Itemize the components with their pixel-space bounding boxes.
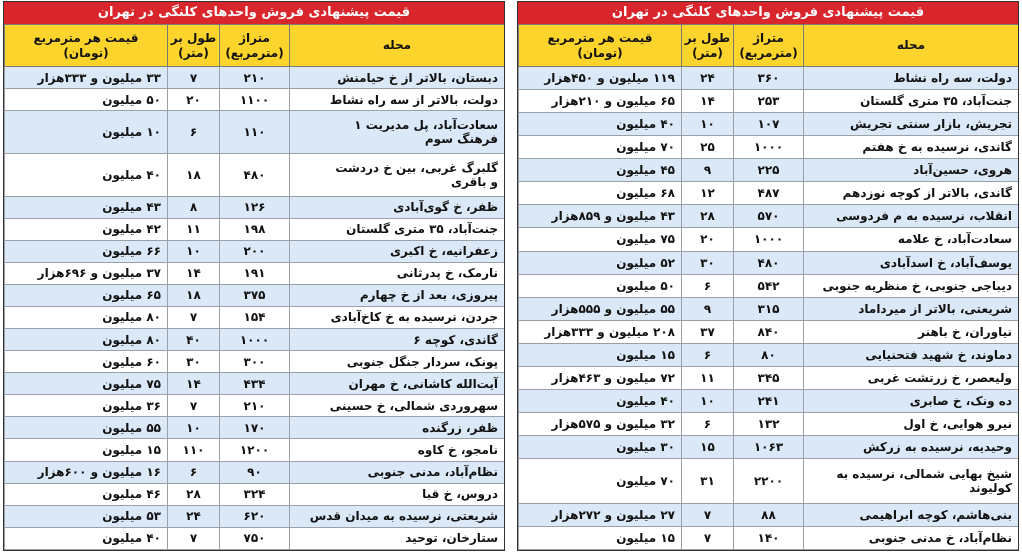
cell-size: ۱۷۰ — [220, 417, 290, 439]
cell-length: ۹ — [682, 159, 734, 182]
table-row — [5, 351, 505, 373]
cell-price: ۱۵ میلیون — [519, 343, 682, 366]
table-header-row — [519, 25, 1019, 67]
cell-price: ۵۰ میلیون — [519, 274, 682, 297]
cell-size: ۵۷۰ — [734, 205, 804, 228]
cell-area: دیباجی جنوبی، خ منظریه جنوبی — [804, 274, 1019, 297]
cell-size: ۱۱۰ — [220, 111, 290, 154]
table-row — [5, 89, 505, 111]
cell-price: ۸۰ میلیون — [5, 306, 168, 328]
cell-size: ۴۸۰ — [734, 251, 804, 274]
table-row — [519, 67, 1019, 90]
cell-area: پونک، سردار جنگل جنوبی — [290, 351, 505, 373]
cell-price: ۸۰ میلیون — [5, 329, 168, 351]
cell-price: ۳۳ میلیون و ۳۳۳هزار — [5, 67, 168, 89]
cell-length: ۲۸ — [682, 205, 734, 228]
cell-length: ۷ — [168, 306, 220, 328]
cell-length: ۷ — [168, 527, 220, 549]
cell-area: ستارخان، توحید — [290, 527, 505, 549]
cell-length: ۲۰ — [682, 228, 734, 251]
cell-length: ۳۰ — [168, 351, 220, 373]
cell-price: ۴۰ میلیون — [519, 113, 682, 136]
cell-size: ۳۰۰ — [220, 351, 290, 373]
cell-area: وحیدیه، نرسیده به زرکش — [804, 436, 1019, 459]
cell-size: ۱۵۴ — [220, 306, 290, 328]
header-price: قیمت هر مترمربع (تومان) — [5, 25, 168, 67]
table-row — [519, 366, 1019, 389]
cell-length: ۱۴ — [168, 373, 220, 395]
table-row — [519, 436, 1019, 459]
cell-price: ۱۶ میلیون و ۶۰۰هزار — [5, 461, 168, 483]
cell-length: ۱۸ — [168, 284, 220, 306]
cell-length: ۷ — [168, 67, 220, 89]
cell-size: ۱۰۰۰ — [734, 228, 804, 251]
cell-price: ۴۵ میلیون — [519, 159, 682, 182]
table-row — [5, 306, 505, 328]
cell-size: ۲۵۳ — [734, 90, 804, 113]
cell-length: ۳۱ — [682, 459, 734, 504]
table-row — [519, 459, 1019, 504]
table-row — [519, 503, 1019, 526]
cell-length: ۱۱۰ — [168, 439, 220, 461]
table-row — [5, 439, 505, 461]
cell-price: ۲۰۸ میلیون و ۳۳۳هزار — [519, 320, 682, 343]
cell-length: ۱۱ — [168, 218, 220, 240]
cell-area: انقلاب، نرسیده به م فردوسی — [804, 205, 1019, 228]
cell-size: ۸۸ — [734, 503, 804, 526]
cell-size: ۳۱۵ — [734, 297, 804, 320]
table-row — [519, 90, 1019, 113]
table-row — [5, 329, 505, 351]
cell-length: ۲۴ — [168, 505, 220, 527]
cell-area: ده ونک، خ صابری — [804, 389, 1019, 412]
table-row — [5, 505, 505, 527]
cell-size: ۱۳۲ — [734, 412, 804, 435]
cell-area: سهروردی شمالی، خ حسینی — [290, 395, 505, 417]
cell-length: ۲۵ — [682, 136, 734, 159]
cell-length: ۴۰ — [168, 329, 220, 351]
cell-size: ۲۴۱ — [734, 389, 804, 412]
cell-price: ۵۳ میلیون — [5, 505, 168, 527]
cell-length: ۲۴ — [682, 67, 734, 90]
cell-size: ۲۲۰۰ — [734, 459, 804, 504]
cell-length: ۱۰ — [682, 389, 734, 412]
cell-size: ۴۸۷ — [734, 182, 804, 205]
price-table — [518, 24, 1019, 550]
cell-size: ۲۱۰ — [220, 395, 290, 417]
cell-area: شیخ بهایی شمالی، نرسیده به کولیوند — [804, 459, 1019, 504]
table-row — [519, 526, 1019, 549]
cell-size: ۳۴۵ — [734, 366, 804, 389]
cell-price: ۵۵ میلیون و ۵۵۵هزار — [519, 297, 682, 320]
cell-price: ۴۲ میلیون — [5, 218, 168, 240]
cell-size: ۵۴۲ — [734, 274, 804, 297]
cell-area: بنی‌هاشم، کوچه ابراهیمی — [804, 503, 1019, 526]
table-row — [5, 373, 505, 395]
cell-price: ۱۰ میلیون — [5, 111, 168, 154]
cell-size: ۱۲۶ — [220, 196, 290, 218]
cell-area: دولت، بالاتر از سه راه نشاط — [290, 89, 505, 111]
cell-area: جنت‌آباد، ۳۵ متری گلستان — [290, 218, 505, 240]
header-size: متراژ (مترمربع) — [220, 25, 290, 67]
cell-length: ۱۵ — [682, 436, 734, 459]
table-row — [5, 417, 505, 439]
cell-size: ۷۵۰ — [220, 527, 290, 549]
cell-area: آیت‌الله کاشانی، خ مهران — [290, 373, 505, 395]
cell-price: ۷۵ میلیون — [519, 228, 682, 251]
cell-price: ۵۲ میلیون — [519, 251, 682, 274]
cell-area: ولیعصر، خ زرتشت غربی — [804, 366, 1019, 389]
table-row — [519, 228, 1019, 251]
cell-area: گاندی، بالاتر از کوچه نوزدهم — [804, 182, 1019, 205]
table-row — [519, 412, 1019, 435]
cell-length: ۱۴ — [168, 262, 220, 284]
cell-area: شریعتی، نرسیده به میدان قدس — [290, 505, 505, 527]
cell-size: ۱۰۰۰ — [220, 329, 290, 351]
cell-size: ۸۰ — [734, 343, 804, 366]
cell-price: ۶۵ میلیون — [5, 284, 168, 306]
cell-price: ۶۵ میلیون و ۲۱۰هزار — [519, 90, 682, 113]
table-row — [519, 320, 1019, 343]
cell-length: ۶ — [168, 461, 220, 483]
cell-size: ۱۹۸ — [220, 218, 290, 240]
cell-price: ۱۱۹ میلیون و ۴۵۰هزار — [519, 67, 682, 90]
cell-area: نظام‌آباد، خ مدنی جنوبی — [804, 526, 1019, 549]
cell-area: گاندی، نرسیده به خ هفتم — [804, 136, 1019, 159]
cell-size: ۱۰۶۳ — [734, 436, 804, 459]
cell-area: جنت‌آباد، ۳۵ متری گلستان — [804, 90, 1019, 113]
cell-price: ۳۰ میلیون — [519, 436, 682, 459]
cell-price: ۱۵ میلیون — [5, 439, 168, 461]
cell-size: ۲۱۰ — [220, 67, 290, 89]
cell-area: نظام‌آباد، مدنی جنوبی — [290, 461, 505, 483]
cell-area: تجریش، بازار سنتی تجریش — [804, 113, 1019, 136]
cell-area: یوسف‌آباد، خ اسدآبادی — [804, 251, 1019, 274]
cell-length: ۱۸ — [168, 153, 220, 196]
table-row — [5, 218, 505, 240]
cell-price: ۶۶ میلیون — [5, 240, 168, 262]
table-row — [5, 240, 505, 262]
cell-length: ۶ — [682, 412, 734, 435]
cell-size: ۳۲۴ — [220, 483, 290, 505]
cell-price: ۴۰ میلیون — [519, 389, 682, 412]
table-row — [5, 284, 505, 306]
cell-length: ۱۴ — [682, 90, 734, 113]
cell-area: نیاوران، خ باهنر — [804, 320, 1019, 343]
cell-price: ۷۵ میلیون — [5, 373, 168, 395]
cell-length: ۳۰ — [682, 251, 734, 274]
cell-length: ۱۰ — [682, 113, 734, 136]
cell-length: ۹ — [682, 297, 734, 320]
cell-area: دبستان، بالاتر از خ حیامنش — [290, 67, 505, 89]
cell-length: ۳۷ — [682, 320, 734, 343]
cell-size: ۴۳۴ — [220, 373, 290, 395]
header-length: طول بر (متر) — [168, 25, 220, 67]
cell-price: ۴۰ میلیون — [5, 153, 168, 196]
header-length: طول بر (متر) — [682, 25, 734, 67]
header-area: محله — [290, 25, 505, 67]
cell-length: ۸ — [168, 196, 220, 218]
cell-length: ۷ — [682, 526, 734, 549]
table-row — [5, 262, 505, 284]
cell-area: نارمک، خ پدرثانی — [290, 262, 505, 284]
cell-size: ۱۰۷ — [734, 113, 804, 136]
table-row — [519, 205, 1019, 228]
cell-price: ۷۲ میلیون و ۴۶۳هزار — [519, 366, 682, 389]
cell-size: ۱۱۰۰ — [220, 89, 290, 111]
table-row — [519, 274, 1019, 297]
cell-price: ۷۰ میلیون — [519, 459, 682, 504]
cell-area: دماوند، خ شهید فتحنیایی — [804, 343, 1019, 366]
price-table-panel-left — [3, 1, 505, 551]
cell-area: دولت، سه راه نشاط — [804, 67, 1019, 90]
cell-length: ۱۱ — [682, 366, 734, 389]
cell-size: ۱۴۰ — [734, 526, 804, 549]
cell-area: سعادت‌آباد، پل مدیریت ۱ فرهنگ سوم — [290, 111, 505, 154]
cell-size: ۱۲۰۰ — [220, 439, 290, 461]
table-row — [5, 527, 505, 549]
cell-size: ۶۲۰ — [220, 505, 290, 527]
cell-length: ۱۰ — [168, 417, 220, 439]
cell-area: شریعتی، بالاتر از میرداماد — [804, 297, 1019, 320]
table-row — [5, 483, 505, 505]
header-size: متراژ (مترمربع) — [734, 25, 804, 67]
cell-price: ۷۰ میلیون — [519, 136, 682, 159]
cell-price: ۶۸ میلیون — [519, 182, 682, 205]
cell-area: گلبرگ غربی، بین خ دردشت و باقری — [290, 153, 505, 196]
cell-area: هروی، حسین‌آباد — [804, 159, 1019, 182]
cell-price: ۴۰ میلیون — [5, 527, 168, 549]
cell-price: ۳۲ میلیون و ۵۷۵هزار — [519, 412, 682, 435]
table-title: قیمت پیشنهادی فروش واحدهای کلنگی در تهران — [518, 2, 1018, 24]
cell-size: ۳۷۵ — [220, 284, 290, 306]
table-row — [5, 395, 505, 417]
cell-length: ۷ — [682, 503, 734, 526]
cell-size: ۲۰۰ — [220, 240, 290, 262]
cell-price: ۱۵ میلیون — [519, 526, 682, 549]
cell-price: ۲۷ میلیون و ۲۷۲هزار — [519, 503, 682, 526]
table-row — [5, 153, 505, 196]
cell-price: ۴۳ میلیون و ۸۵۹هزار — [519, 205, 682, 228]
cell-area: پیروزی، بعد از خ چهارم — [290, 284, 505, 306]
cell-length: ۷ — [168, 395, 220, 417]
cell-size: ۴۸۰ — [220, 153, 290, 196]
cell-size: ۲۲۵ — [734, 159, 804, 182]
table-row — [5, 196, 505, 218]
table-row — [5, 111, 505, 154]
cell-size: ۱۰۰۰ — [734, 136, 804, 159]
cell-area: سعادت‌آباد، خ علامه — [804, 228, 1019, 251]
cell-area: جردن، نرسیده به خ کاخ‌آبادی — [290, 306, 505, 328]
price-table — [4, 24, 505, 550]
table-row — [519, 297, 1019, 320]
cell-size: ۸۴۰ — [734, 320, 804, 343]
table-title: قیمت پیشنهادی فروش واحدهای کلنگی در تهران — [4, 2, 504, 24]
table-row — [519, 389, 1019, 412]
cell-price: ۳۶ میلیون — [5, 395, 168, 417]
price-table-panel-right — [517, 1, 1019, 551]
cell-price: ۵۵ میلیون — [5, 417, 168, 439]
table-row — [5, 461, 505, 483]
table-header-row — [5, 25, 505, 67]
cell-size: ۱۹۱ — [220, 262, 290, 284]
table-row — [519, 251, 1019, 274]
cell-size: ۹۰ — [220, 461, 290, 483]
cell-price: ۴۶ میلیون — [5, 483, 168, 505]
cell-size: ۳۶۰ — [734, 67, 804, 90]
cell-price: ۳۷ میلیون و ۶۹۶هزار — [5, 262, 168, 284]
cell-price: ۶۰ میلیون — [5, 351, 168, 373]
cell-length: ۱۰ — [168, 240, 220, 262]
cell-area: ظفر، خ گوی‌آبادی — [290, 196, 505, 218]
cell-length: ۲۸ — [168, 483, 220, 505]
cell-length: ۲۰ — [168, 89, 220, 111]
table-row — [519, 136, 1019, 159]
header-price: قیمت هر مترمربع (تومان) — [519, 25, 682, 67]
cell-area: زعفرانیه، خ اکبری — [290, 240, 505, 262]
cell-length: ۶ — [682, 274, 734, 297]
header-area: محله — [804, 25, 1019, 67]
cell-area: نامجو، خ کاوه — [290, 439, 505, 461]
table-row — [519, 113, 1019, 136]
cell-area: نیرو هوایی، خ اول — [804, 412, 1019, 435]
table-row — [5, 67, 505, 89]
cell-price: ۵۰ میلیون — [5, 89, 168, 111]
cell-area: ظفر، زرگنده — [290, 417, 505, 439]
cell-area: گاندی، کوچه ۶ — [290, 329, 505, 351]
cell-price: ۴۳ میلیون — [5, 196, 168, 218]
table-row — [519, 182, 1019, 205]
cell-length: ۶ — [168, 111, 220, 154]
table-row — [519, 159, 1019, 182]
cell-area: دروس، خ قبا — [290, 483, 505, 505]
table-row — [519, 343, 1019, 366]
cell-length: ۱۲ — [682, 182, 734, 205]
cell-length: ۶ — [682, 343, 734, 366]
